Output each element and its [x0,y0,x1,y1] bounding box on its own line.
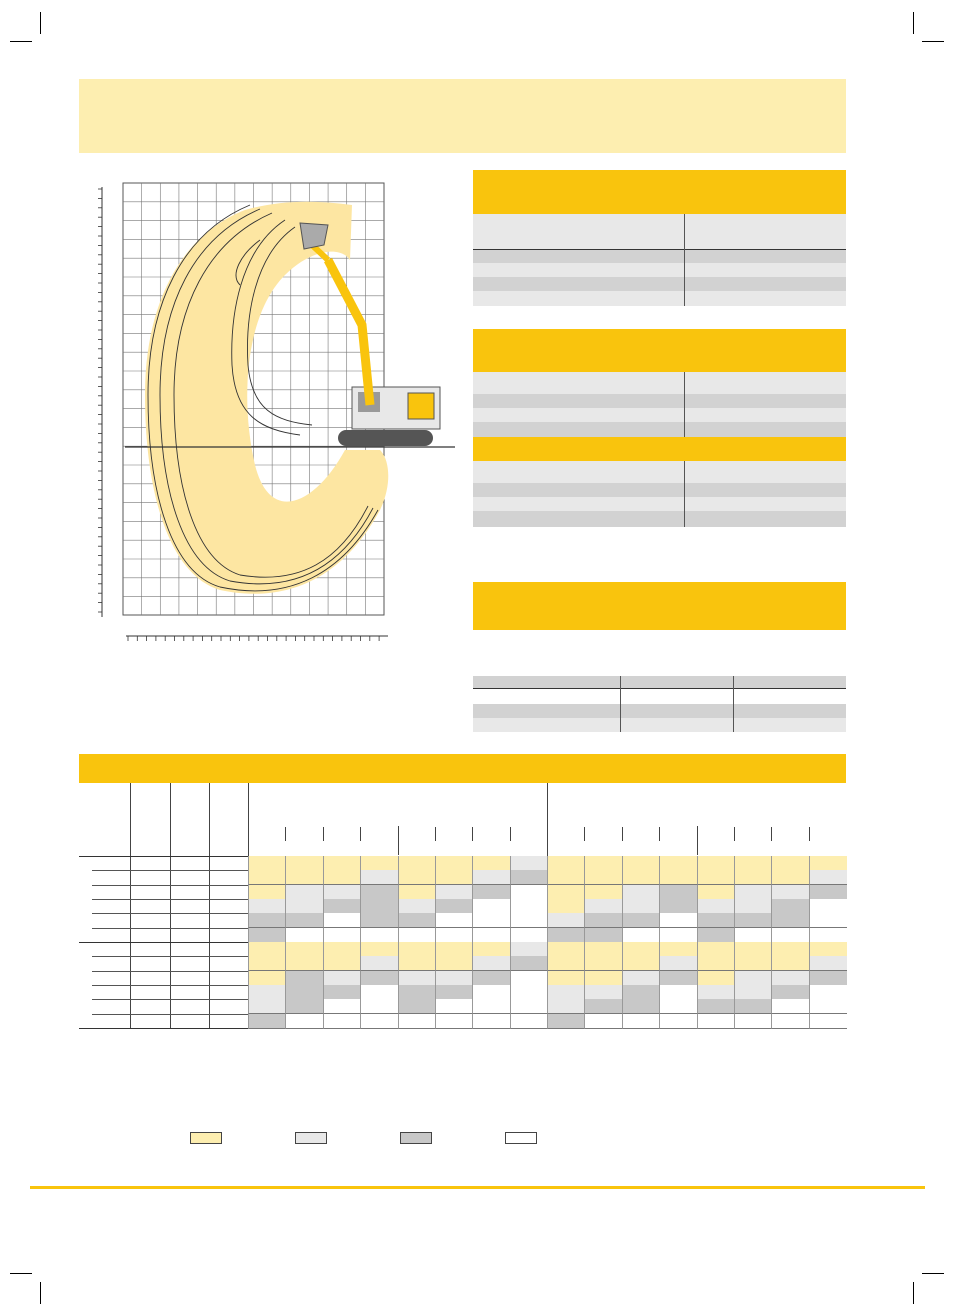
matrix-cell [622,870,660,885]
legend-swatch-light-yellow [190,1132,222,1144]
matrix-cell [771,985,809,1000]
matrix-cell [771,942,809,957]
matrix-cell [360,1014,398,1029]
matrix-cell [323,942,361,957]
matrix-cell [697,885,735,900]
matrix-cell [697,956,735,971]
matrix-cell [323,928,361,943]
matrix-cell [360,870,398,885]
matrix-cell [584,928,622,943]
matrix-cell [398,942,436,957]
matrix-cell [323,999,361,1014]
spec-row [473,263,846,277]
matrix-cell [323,885,361,900]
matrix-cell [435,885,473,900]
matrix-cell [323,956,361,971]
matrix-cell [248,885,286,900]
matrix-cell [285,856,323,871]
matrix-cell [248,999,286,1014]
matrix-cell [547,870,585,885]
column-tick [584,827,585,841]
column-tick [809,827,810,841]
matrix-cell [248,1014,286,1029]
matrix-cell [659,971,697,986]
matrix-cell [734,942,772,957]
matrix-cell [510,913,548,928]
matrix-cell [435,899,473,914]
matrix-cell [285,999,323,1014]
matrix-cell [398,899,436,914]
column-tick [323,827,324,841]
matrix-cell [472,899,510,914]
matrix-cell [510,885,548,900]
matrix-cell [472,885,510,900]
matrix-cell [510,870,548,885]
row-rule [92,999,248,1000]
matrix-cell [584,971,622,986]
matrix-cell [398,856,436,871]
crop-mark [10,41,32,42]
matrix-cell [285,971,323,986]
matrix-cell [285,870,323,885]
matrix-cell [584,985,622,1000]
matrix-cell [659,856,697,871]
matrix-cell [771,1014,809,1029]
matrix-cell [472,870,510,885]
working-range-diagram [90,175,465,650]
column-tick [398,826,399,855]
matrix-cell [323,870,361,885]
matrix-cell [734,913,772,928]
matrix-cell [547,971,585,986]
matrix-cell [510,985,548,1000]
spec-row [473,422,846,437]
matrix-cell [809,999,847,1014]
matrix-cell [248,870,286,885]
spec-table-header-row [473,676,846,688]
matrix-cell [323,856,361,871]
matrix-cell [398,885,436,900]
spec-row [473,461,846,483]
matrix-cell [472,928,510,943]
matrix-cell [398,999,436,1014]
matrix-cell [472,942,510,957]
matrix-cell [622,1014,660,1029]
matrix-cell [435,956,473,971]
footer-rule [30,1186,925,1189]
matrix-cell [809,942,847,957]
matrix-cell [809,956,847,971]
row-rule [92,913,248,914]
matrix-cell [697,913,735,928]
matrix-cell [435,928,473,943]
matrix-cell [360,942,398,957]
matrix-cell [622,985,660,1000]
matrix-cell [659,942,697,957]
matrix-cell [697,999,735,1014]
matrix-cell [809,1014,847,1029]
matrix-cell [360,899,398,914]
column-tick [697,826,698,855]
matrix-cell [771,971,809,986]
matrix-cell [510,1014,548,1029]
spec-row [473,483,846,497]
row-rule [92,1014,248,1015]
spec-row [473,408,846,422]
matrix-cell [285,956,323,971]
matrix-cell [771,856,809,871]
matrix-cell [360,956,398,971]
matrix-cell [622,999,660,1014]
matrix-cell [622,885,660,900]
matrix-cell [697,971,735,986]
excavator-bucket [300,223,328,249]
header-band [79,79,846,153]
matrix-cell [734,956,772,971]
spec-row [473,277,846,291]
spec-section-header [473,582,846,630]
matrix-cell [622,971,660,986]
matrix-cell [285,913,323,928]
matrix-cell [510,942,548,957]
matrix-cell [547,928,585,943]
column-tick [510,827,511,841]
matrix-cell [584,1014,622,1029]
matrix-cell [659,885,697,900]
matrix-cell [435,999,473,1014]
matrix-cell [510,899,548,914]
matrix-cell [697,942,735,957]
matrix-cell [734,899,772,914]
matrix-cell [435,856,473,871]
matrix-cell [435,913,473,928]
matrix-cell [809,899,847,914]
matrix-cell [510,928,548,943]
matrix-cell [734,1014,772,1029]
matrix-cell [398,870,436,885]
spec-section-header [473,170,846,214]
row-rule [92,985,248,986]
matrix-cell [285,899,323,914]
matrix-cell [734,985,772,1000]
matrix-cell [323,1014,361,1029]
crop-mark [913,12,914,34]
matrix-cell [472,913,510,928]
matrix-cell [510,856,548,871]
matrix-cell [809,870,847,885]
matrix-cell [584,999,622,1014]
matrix-cell [659,870,697,885]
matrix-cell [584,942,622,957]
spec-subsection-header [473,437,846,461]
matrix-cell [659,928,697,943]
row-rule [92,870,248,871]
crop-mark [40,12,41,34]
matrix-cell [398,956,436,971]
row-rule [92,956,248,957]
matrix-cell [734,971,772,986]
matrix-cell [435,971,473,986]
matrix-cell [734,885,772,900]
column-tick [472,827,473,841]
matrix-cell [285,885,323,900]
matrix-cell [659,956,697,971]
matrix-cell [622,899,660,914]
row-rule [92,899,248,900]
matrix-cell [248,971,286,986]
matrix-cell [248,985,286,1000]
matrix-cell [510,971,548,986]
matrix-cell [360,928,398,943]
matrix-cell [510,956,548,971]
matrix-cell [547,885,585,900]
matrix-cell [809,985,847,1000]
column-tick [659,827,660,841]
matrix-cell [584,913,622,928]
crop-mark [922,1273,944,1274]
matrix-cell [809,885,847,900]
column-tick [622,827,623,841]
matrix-cell [323,913,361,928]
matrix-cell [435,870,473,885]
matrix-cell [734,856,772,871]
matrix-cell [248,956,286,971]
matrix-cell [547,856,585,871]
matrix-cell [248,942,286,957]
matrix-cell [285,985,323,1000]
matrix-cell [472,856,510,871]
matrix-cell [360,856,398,871]
matrix-cell [659,999,697,1014]
matrix-cell [697,985,735,1000]
column-tick [285,827,286,841]
row-rule [92,885,248,886]
matrix-cell [659,913,697,928]
spec-row [473,511,846,527]
crop-mark [10,1273,32,1274]
matrix-cell [323,899,361,914]
matrix-cell [248,913,286,928]
matrix-cell [360,971,398,986]
crop-mark [913,1282,914,1304]
matrix-cell [659,985,697,1000]
matrix-cell [622,913,660,928]
crop-mark [922,41,944,42]
matrix-cell [584,899,622,914]
matrix-cell [622,856,660,871]
matrix-cell [248,928,286,943]
matrix-cell [584,885,622,900]
matrix-cell [771,913,809,928]
matrix-cell [472,971,510,986]
spec-row [473,250,846,263]
matrix-cell [472,999,510,1014]
matrix-cell [771,999,809,1014]
matrix-cell [435,942,473,957]
matrix-cell [547,1014,585,1029]
column-tick [734,827,735,841]
matrix-cell [398,913,436,928]
matrix-cell [360,913,398,928]
spec-row [473,689,846,704]
matrix-cell [697,928,735,943]
table-section-header [79,754,846,783]
matrix-cell [659,899,697,914]
legend-swatch-dark-gray [400,1132,432,1144]
matrix-cell [697,899,735,914]
matrix-cell [734,999,772,1014]
matrix-cell [435,1014,473,1029]
matrix-cell [809,971,847,986]
matrix-cell [771,928,809,943]
matrix-cell [584,956,622,971]
column-tick [435,827,436,841]
matrix-cell [472,1014,510,1029]
matrix-cell [809,913,847,928]
matrix-cell [697,1014,735,1029]
excavator-counterweight [408,393,434,419]
matrix-cell [285,1014,323,1029]
matrix-cell [360,985,398,1000]
matrix-cell [547,999,585,1014]
matrix-cell [360,999,398,1014]
matrix-cell [734,928,772,943]
matrix-cell [285,942,323,957]
legend-swatch-white [505,1132,537,1144]
matrix-cell [248,899,286,914]
matrix-cell [472,985,510,1000]
matrix-cell [734,870,772,885]
matrix-cell [771,956,809,971]
matrix-cell [697,856,735,871]
spec-row [473,497,846,511]
matrix-cell [809,856,847,871]
matrix-cell [435,985,473,1000]
matrix-cell [360,885,398,900]
matrix-cell [248,856,286,871]
spec-row [473,372,846,394]
matrix-cell [510,999,548,1014]
matrix-cell [547,985,585,1000]
matrix-cell [472,956,510,971]
matrix-cell [547,899,585,914]
matrix-cell [771,899,809,914]
matrix-cell [323,985,361,1000]
matrix-cell [398,985,436,1000]
crop-mark [40,1282,41,1304]
matrix-cell [398,971,436,986]
legend-swatch-light-gray [295,1132,327,1144]
matrix-cell [622,928,660,943]
spec-row [473,291,846,306]
matrix-cell [584,870,622,885]
spec-row [473,704,846,718]
spec-table-header-row [473,214,846,250]
matrix-cell [323,971,361,986]
row-rule [92,971,248,972]
matrix-cell [547,956,585,971]
matrix-cell [771,885,809,900]
matrix-cell [584,856,622,871]
matrix-cell [547,913,585,928]
matrix-cell [622,956,660,971]
matrix-cell [398,928,436,943]
matrix-cell [809,928,847,943]
matrix-cell [398,1014,436,1029]
spec-row [473,718,846,732]
column-tick [360,827,361,841]
spec-row [473,394,846,408]
matrix-cell [285,928,323,943]
matrix-cell [622,942,660,957]
spec-section-header [473,329,846,372]
matrix-cell [771,870,809,885]
matrix-cell [659,1014,697,1029]
matrix-cell [547,942,585,957]
row-rule [92,928,248,929]
matrix-cell [697,870,735,885]
column-tick [771,827,772,841]
horizontal-scale [126,632,388,642]
excavator-track [338,430,433,446]
